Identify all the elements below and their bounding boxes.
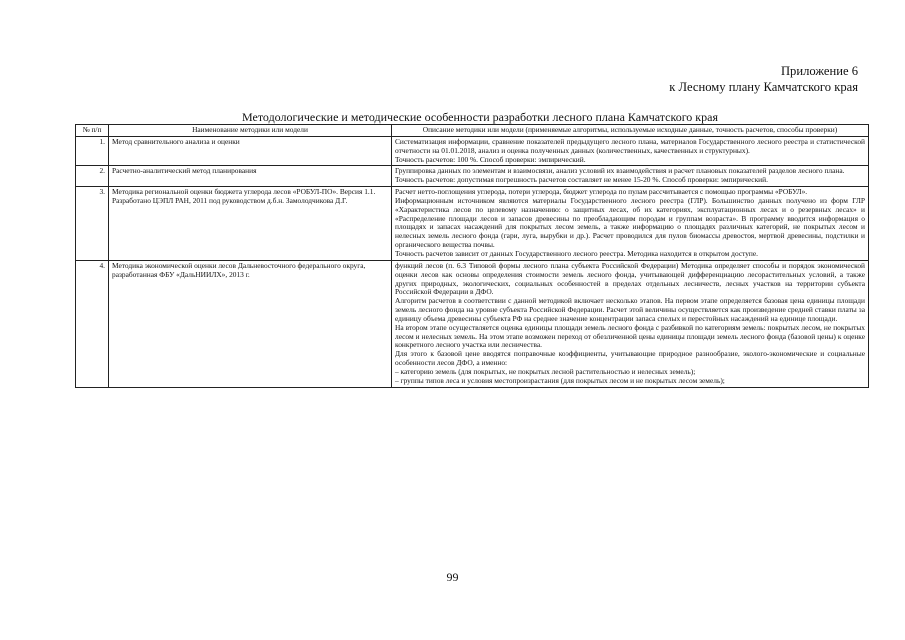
row-number: 2.	[76, 166, 109, 187]
method-name: Методика региональной оценки бюджета углерода лесов «РОБУЛ-ПО». Версия 1.1. Разработано ЦЭПЛ РАН, 2011 под руководством д.б.н. Замолодчикова Д.Г.	[109, 187, 392, 261]
appendix-caption	[669, 64, 858, 95]
description-list-item: – категорию земель (для покрытых, не покрытых лесной растительностью и нелесных земель);	[395, 368, 865, 377]
row-number: 1.	[76, 136, 109, 166]
document-title: Методологические и методические особенности разработки лесного плана Камчатского края	[242, 110, 718, 124]
description-paragraph: На втором этапе осуществляется оценка единицы площади земель лесного фонда с разбивкой по категориям земель: покрытых лесом, не покрытых лесом и нелесных земель. На этом этапе возможен переход от обезличенной цены единицы площади земель лесного фонда (базовой цены) к оценке конкретного лесного участка или лесничества.	[395, 322, 865, 350]
column-header-method-name: Наименование методики или модели	[109, 125, 392, 137]
appendix-reference: к Лесному плану Камчатского края	[669, 79, 858, 94]
method-description	[392, 166, 869, 187]
description-paragraph: Точность расчетов зависит от данных Государственного лесного реестра. Методика находится в открытом доступе.	[395, 248, 759, 258]
column-header-number: № п/п	[76, 125, 109, 137]
table-row	[76, 260, 869, 387]
method-description	[392, 260, 869, 387]
method-name: Методика экономической оценки лесов Дальневосточного федерального округа, разработанная ФБУ «ДальНИИЛХ», 2013 г.	[109, 260, 392, 387]
table-row	[76, 187, 869, 261]
table-row	[76, 166, 869, 187]
description-paragraph: Информационным источником являются материалы Государственного лесного реестра (ГЛР). Большинство данных получено из форм ГЛР «Характеристика лесов по целевому назначению: о защитных лесах, об их категориях, эксплуатационных лесах и о резервных лесах» и «Распределение площади лесов и запасов древесины по преобладающим породам и группам возраста». В программу вводится информация о площадях и запасах насаждений для покрытых лесом земель, а также информацию о площадях различных категорий, не покрытых лесом и нелесных земель лесного фонда (гари, луга, вырубки и др.). Расчет проводился для пулов биомассы древостоя, мертвой древесины, подстилки и органического вещества почвы.	[395, 195, 865, 250]
column-header-description: Описание методики или модели (применяемые алгоритмы, используемые исходные данные, точность расчетов, способы проверки)	[392, 125, 869, 137]
method-description	[392, 136, 869, 166]
method-description	[392, 187, 869, 261]
description-paragraph: Систематизация информации, сравнение показателей предыдущего лесного плана, материалов Государственного лесного реестра и статистической отчетности на 01.01.2018, анализ и оценка полученных данных (количественных, качественных и структурных).	[395, 136, 865, 155]
method-name: Расчетно-аналитический метод планирования	[109, 166, 392, 187]
description-paragraph: Расчет нетто-поглощения углерода, потери углерода, бюджет углерода по пулам рассчитывается с помощью программы «РОБУЛ».	[395, 187, 808, 197]
description-paragraph: Группировка данных по элементам и взаимосвязи, анализ условий их взаимодействия и расчет плановых показателей разделов лесного плана.	[395, 166, 845, 176]
row-number: 4.	[76, 260, 109, 387]
description-list-item: – группы типов леса и условия местопроизрастания (для покрытых лесом и не покрытых лесом земель);	[395, 377, 865, 386]
description-paragraph: Для этого к базовой цене вводятся поправочные коэффициенты, учитывающие природное разнообразие, эколого-экономические и социальные особенности лесов ДФО, а именно:	[395, 349, 865, 368]
method-name: Метод сравнительного анализа и оценки	[109, 136, 392, 166]
description-paragraph: Алгоритм расчетов в соответствии с данной методикой включает несколько этапов. На первом этапе определяется базовая цена единицы площади земель лесного фонда на уровне субъекта Российской Федерации. Расчет этой величины осуществляется как произведение средней ставки платы за единицу объема древесины субъекта РФ на среднее значение концентрации запаса спелых и перестойных насаждений на единице площади.	[395, 296, 865, 323]
description-paragraph: Точность расчетов: 100 %. Способ проверки: эмпирический.	[395, 154, 586, 164]
page-number: 99	[446, 570, 459, 584]
methods-table	[75, 124, 869, 388]
table-header-row	[76, 125, 869, 137]
description-paragraph: Точность расчетов: допустимая погрешность расчетов составляет не менее 15-20 %. Способ проверки: эмпирический.	[395, 175, 768, 185]
row-number: 3.	[76, 187, 109, 261]
appendix-number: Приложение 6	[780, 64, 858, 78]
table-row	[76, 136, 869, 166]
description-paragraph: функций лесов (п. 6.3 Типовой формы лесного плана субъекта Российской Федерации) Методика определяет способы и порядок экономической оценки лесов как основы определения стоимости земель лесного фонда, учитывающей дифференциацию лесорастительных условий, а также других природных, экологических, социальных особенностей в пределах отдельных лесничеств, лесных участков на территории субъекта Российской Федерации в ДФО.	[395, 260, 865, 297]
